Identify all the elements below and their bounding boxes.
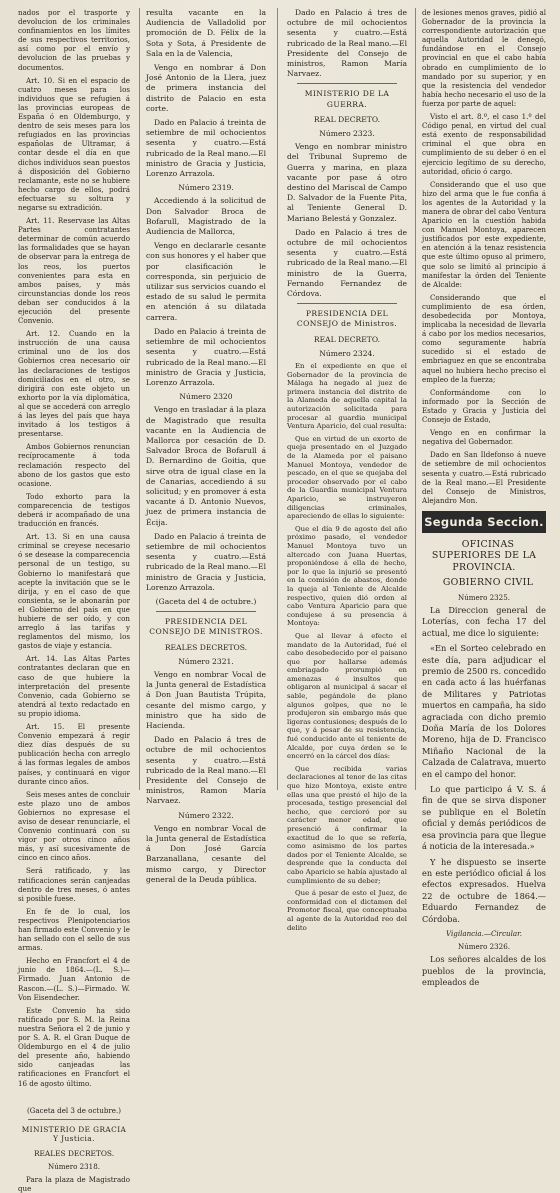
paragraph: de lesiones menos graves, pidió al Gobernador de la provincia la correspondiente autorización que aquella Autoridad le denegó, fundándose en el Consejo provincial en que el cabo había obrado en cumplimiento de lo mandado por su superior, y en que la resistencia del vendedor había hecho necesario el uso de la fuerza por parte de aquel: (422, 8, 546, 108)
paragraph: Seis meses antes de concluir este plazo uno de ambos Gobiernos no expresase el aviso de desear renunciarle, el Convenio continuará con su vigor por otros cinco años más, y así sucesivamente de cinco en cinco años. (18, 789, 130, 863)
decree-number: Número 2320 (179, 392, 233, 402)
divider (297, 303, 397, 304)
paragraph: En el expediente en que el Gobernador de la provincia de Málaga ha negado al juez de primera instancia del distrito de la Alameda de aquella capital la autorización solicitada para procesar al guardia municipal Ventura Aparicio, del cual resulta: (287, 362, 407, 431)
paragraph: resulta vacante en la Audiencia de Valladolid por promoción de D. Félix de la Sota y Sota, á Presidente de Sala en la de Valencia, (146, 8, 266, 58)
gaceta-date: (Gaceta del 4 de octubre.) (155, 596, 257, 606)
paragraph: Vengo en en confirmar la negativa del Gobernador. (422, 428, 546, 447)
paragraph: Que recibida varias declaraciones al tenor de las citas que hizo Montoya, existe entre ellas una que prestó el hijo de la procesada, testigo presencial del hecho, que cercioró por su carácter menor edad, que presenció á confirmar la exactitud de lo que se refería, como asimismo de los partes dados por el Teniente Alcalde, se desprende que la conducta del cabo Aparicio se había ajustado al cumplimiento de su deber; (287, 764, 407, 885)
section-heading: REAL DECRETO. (313, 114, 381, 124)
paragraph: Que el día 9 de agosto del año próximo pasado, el vendedor Manuel Montoya tuvo un altercado con Juana Huertas, proponiéndose á ella de hecho, por lo que la injurió se presentó en la comisión de abastos, donde la queja al Teniente de Alcalde respectivo, quien dió orden al cabo Ventura Aparicio para que condujese á su presencia á Montoya: (287, 524, 407, 628)
column-1 (18, 8, 130, 1193)
article-13: Art. 13. Si en una causa criminal se creyese necesario ó se desease la comparecencia personal de un testigo, su Gobierno lo manifestará que acepte la invitación que se le dirija, y en el caso de que consienta, se le abonarán por el Gobierno del país en que hubiere de ser oído, y con arreglo á las tarifas y reglamentos del mismo, los gastos de viaje y estancia. (18, 532, 130, 651)
section-heading: REALES DECRETOS. (164, 642, 248, 652)
circular-heading: Vigilancia.—Circular. (446, 928, 522, 938)
paragraph: Que al llevar á efecto el mandato de la Autoridad, fué el cabo desobedecido por el paisano que por hallarse además embriagado prorumpió en amenazas é insultos que obligaron al municipal á sacar el sable, pegándole de plano algunos golpes, que no le produjeron sin embargo más que ligeras contusiones; después de lo que, y á pesar de su resistencia, fué conducido ante el teniente de Alcalde, por cuya órden se le encerró en la cárcel dos días: (287, 631, 407, 761)
paragraph: Que á pesar de esto el Juez, de conformidad con el dictamen del Promotor fiscal, que conceptuaba al agente de la Autoridad reo del delito (287, 889, 407, 932)
paragraph: Los señores alcaldes de los pueblos de la provincia, empleados de (422, 954, 546, 987)
decree-number: Número 2325. (458, 592, 510, 602)
paragraph: Todo exhorto para la comparecencia de testigos deberá ir acompañado de una traducción en francés. (18, 491, 130, 529)
paragraph: Vengo en nombrar á Don José Antonio de la Llera, juez de primera instancia del distrito de Palacio en esta corte. (146, 63, 266, 113)
gaceta-date: (Gaceta del 3 de octubre.) (26, 1105, 121, 1115)
divider (28, 1119, 120, 1120)
decree-number: Número 2318. (48, 1162, 100, 1172)
paragraph: Que en virtud de un exorto de queja presentado en el Juzgado de la Alameda por el paisano Manuel Montoya, vendedor de pescado, en el que se quejaba del proceder observado por el cabo de la Guardia municipal Ventura Aparicio, se instruyeron diligencias criminales, apareciendo de ellas lo siguiente: (287, 434, 407, 521)
section-heading: REAL DECRETO. (313, 334, 381, 344)
ministry-heading: PRESIDENCIA DEL CONSEJO DE MINISTROS. (149, 617, 263, 637)
paragraph: En fe de lo cual, los respectivos Plenipotenciarios han firmado este Convenio y le han sellado con el sello de sus armas. (18, 906, 130, 953)
article-11: Art. 11. Reservase las Altas Partes contratantes determinar de común acuerdo las formalidades que se hayan de observar para la entrega de los reos, los puertos convenientes para esta en ambos países, y más circunstancias donde los reos deban ser conducidos á la ejecución del presente Convenio. (18, 216, 130, 326)
divider (156, 611, 256, 612)
paragraph: Dado en Palacio á treinta de setiembre de mil ochocientos sesenta y cuatro.—Está rubricado de la Real mano.—El ministro de Gracia y Justicia, Lorenzo Arrazola. (146, 118, 266, 179)
decree-number: Número 2324. (319, 348, 375, 358)
paragraph: Vengo en nombrar ministro del Tribunal Supremo de Guerra y marina, en plaza vacante por pase á otro destino del Mariscal de Campo D. Salvador de la Fuente Pita, al Teniente General D. Mariano Belestá y Gonzalez. (287, 142, 407, 223)
paragraph: Accediendo á la solicitud de Don Salvador Broca de Bofarull, Magistrado de la Audiencia de Mallorca, (146, 196, 266, 237)
decree-number: Número 2322. (178, 810, 234, 820)
paragraph: Dado en Palacio á tres de octubre de mil ochocientos sesenta y cuatro.—Está rubricado de la Real mano.—El Presidente del Consejo de ministros, Ramon María Narvaez. (287, 8, 407, 79)
section-banner: Segunda Seccion. (422, 511, 546, 533)
section-heading: REALES DECRETOS. (33, 1148, 115, 1158)
paragraph: Lo que participo á V. S. á fin de que se sirva disponer se publique en el Boletín oficial y demás periódicos de esa provincia para que llegue á noticia de la interesada.» (422, 784, 546, 852)
ratification-paragraph: Este Convenio ha sido ratificado por S. M. la Reina nuestra Señora el 2 de junio y por S. A. R. el Gran Duque de Oldemburgo en el 4 de julio del presente año, habiendo sido canjeadas las ratificaciones en Francfort el 16 de agosto último. (18, 1005, 130, 1088)
paragraph: Dado en Palacio á treinta de setiembre de mil ochocientos sesenta y cuatro.—Está rubricado de la Real mano.—El ministro de Gracia y Justicia, Lorenzo Arrazola. (146, 531, 266, 592)
paragraph: Dado en Palacio á treinta de setiembre de mil ochocientos sesenta y cuatro.—Está rubricado de la Real mano.—El ministro de Gracia y Justicia, Lorenzo Arrazola. (146, 326, 266, 387)
column-rule (139, 8, 140, 790)
paragraph: Vengo en declararle cesante con sus honores y el haber que por clasificación le corresponda, sin perjuicio de utilizar sus servicios cuando el estado de su salud le permita en atención á su dilatada carrera. (146, 241, 266, 322)
paragraph: Considerando que el cumplimiento de esa órden, desobedecida por Montoya, implicaba la necesidad de llevarla á cabo por los medios necesarios, como seguramente habría sucedido si el estado de embriaguez en que se encontraba aquel no hubiera hecho preciso el empleo de la fuerza; (422, 292, 546, 384)
paragraph: Para la plaza de Magistrado que (18, 1174, 130, 1193)
gobierno-heading: GOBIERNO CIVIL (442, 577, 534, 589)
paragraph: Dado en Palacio á tres de octubre de mil ochocientos sesenta y cuatro.—Está rubricado de la Real mano.—El Presidente del Consejo de ministros, Ramon María Narvaez. (146, 735, 266, 806)
signature-paragraph: Hecho en Francfort el 4 de junio de 1864.—(L. S.)—Firmado. Juan Antonio de Rascon.—(L. S.)—Firmado. W. Von Eisendecher. (18, 956, 130, 1002)
decree-number: Número 2323. (319, 129, 375, 139)
paragraph: Dado en Palacio á tres de octubre de mil ochocientos sesenta y cuatro.—Está rubricado de la Real mano.—El ministro de la Guerra, Fernando Fernandez de Córdova. (287, 227, 407, 299)
decree-number: Número 2326. (458, 942, 510, 952)
paragraph: Dado en San Ildefonso á nueve de setiembre de mil ochocientos sesenta y cuatro.—Está rubricado de la Real mano.—El Presidente del Consejo de Ministros, Alejandro Mon. (422, 450, 546, 505)
ministry-heading: PRESIDENCIA DEL CONSEJO de Ministros. (296, 309, 398, 329)
column-rule (415, 8, 416, 790)
offices-heading: OFICINAS SUPERIORES DE LA PROVINCIA. (431, 538, 537, 573)
paragraph: «En el Sorteo celebrado en este día, para adjudicar el premio de 2500 rs. concedido en cada acto á las huérfanas de Militares y Patriotas muertos en campaña, ha sido agraciada con dicho premio Doña María de los Dolores Moreno, hija de D. Francisco Miñaño Nacional de la Calzada de Calatrava, muerto en el campo del honor. (422, 643, 546, 779)
paragraph: Vengo en nombrar Vocal de la Junta general de Estadística á Don Juan Bautista Trúpita, cesante del mismo cargo, y ministro que ha sido de Hacienda. (146, 669, 266, 730)
decree-number: Número 2321. (178, 656, 234, 666)
paragraph: La Direccion general de Loterías, con fecha 17 del actual, me dice lo siguiente: (422, 604, 546, 638)
paragraph: Conformándome con lo informado por la Sección de Estado y Gracia y Justicia del Consejo de Estado, (422, 387, 546, 425)
paragraph: Vengo en trasladar á la plaza de Magistrado que resulta vacante en la Audiencia de Mallorca por cesación de D. Salvador Broca de Bofarull á D. Bernardino de Goitia, que sirve otra de igual clase en la de Canarias, accediendo á su solicitud; y en promover á esta vacante á D. Antonio Nuevos, juez de primera instancia de Écija. (146, 405, 266, 527)
paragraph: nados por el trasporte y devolucion de los criminales confinamientos en los límites de sus respectivos territorios, así como por el envío y devolucion de las pruebas y documentos. (18, 8, 130, 72)
column-3 (287, 8, 407, 932)
column-rule (277, 8, 278, 790)
article-15: Art. 15. El presente Convenio empezará á regir diez días después de su publicación hecha con arreglo á las formas legales de ambos países, y continuará en vigor durante cinco años. (18, 722, 130, 786)
ministry-heading: MINISTERIO DE LA GUERRA. (304, 89, 390, 109)
decree-number: Número 2319. (178, 183, 234, 193)
paragraph: Ambos Gobiernos renuncian recíprocamente á toda reclamación respecto del abono de los gastos que esto ocasione. (18, 442, 130, 488)
paragraph: Será ratificado, y las ratificaciones serán canjeadas dentro de tres meses, ó antes si posible fuese. (18, 866, 130, 903)
column-2 (146, 8, 266, 884)
article-10: Art. 10. Si en el espacio de cuatro meses para los individuos que se refugien á las provincias europeas de España ó en Oldemburgo, y dentro de seis meses para los refugiados en las provincias españolas de Ultramar, á contar desde el día en que dichos individuos sean puestos á disposición del Gobierno reclamante, este no se hubiere hecho cargo de ellos, podrá efectuarse su soltura y negarse su extradición. (18, 75, 130, 212)
paragraph: Vengo en nombrar Vocal de la Junta general de Estadística á Don José García Barzanallana, cesante del mismo cargo, y Director general de la Deuda pública. (146, 823, 266, 884)
paragraph: Considerando que el uso que hizo del arma que le fue confia á los agentes de la Autoridad y la manera de obrar del cabo Ventura Aparicio en la cuestión habida con Manuel Montoya, aparecen justificados por este expediente, en atención á la tenaz resistencia que este último opuso al primero, que solo se limitó al principio á manifestar la órden del Teniente de Alcalde: (422, 179, 546, 289)
divider (297, 83, 397, 84)
paragraph: Visto el art. 8.º, el caso 1.º del Código penal, en virtud del cual está exento de responsabilidad criminal el que obra en cumplimiento de su deber ó en el ejercicio legítimo de su derecho, autoridad, oficio ó cargo. (422, 112, 546, 176)
paragraph: Y he dispuesto se inserte en este periódico oficial á los efectos expresados. Huelva 22 de octubre de 1864.—Eduardo Fernandez de Córdoba. (422, 856, 546, 924)
column-4 (422, 8, 546, 987)
article-14: Art. 14. Las Altas Partes contratantes declaran que en caso de que hubiere la interpretación del presente Convenio, cada Gobierno se atendrá al texto redactado en su propio idioma. (18, 654, 130, 718)
ministry-heading: MINISTERIO DE GRACIA Y Justicia. (21, 1124, 127, 1144)
article-12: Art. 12. Cuando en la instrucción de una causa criminal uno de los dos Gobiernos crea necesario oír las declaraciones de testigos domiciliados en el otro, se dirigirá con este objeto un exhorto por la vía diplomática, al que se accederá con arreglo á las leyes del país que haya invitado á los testigos á presentarse. (18, 329, 130, 439)
